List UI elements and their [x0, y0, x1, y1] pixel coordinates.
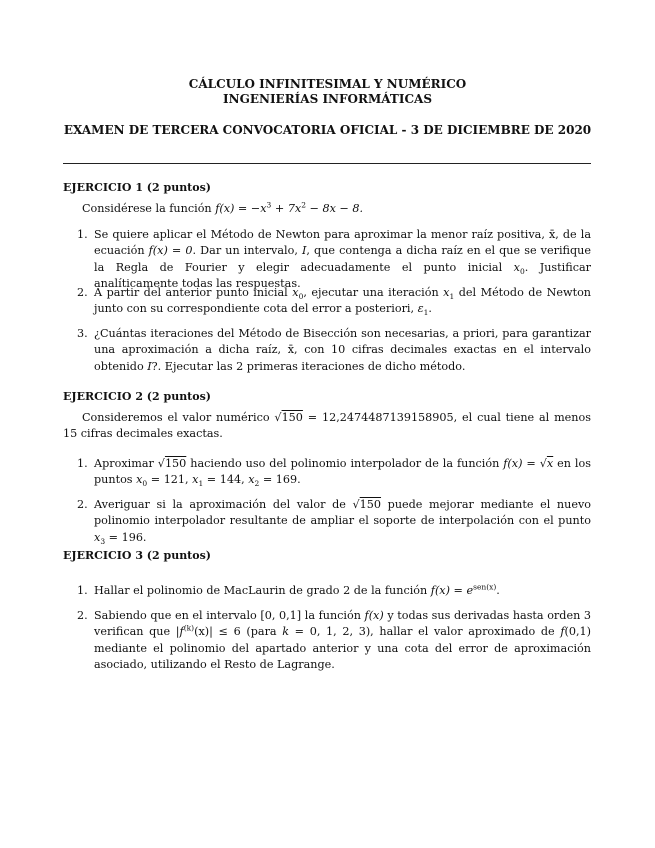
exercise-2-intro: Consideremos el valor numérico √150 = 12,2474487139158905, el cual tiene al menos 15 cifras decimales exactas. — [63, 411, 591, 441]
exercise-2-item-1: 1. Aproximar √150 haciendo uso del polinomio interpolador de la función f(x) = √x en los puntos $x_0 = 121$, $x_1 = 144$, $x_2 = 169$. — [77, 457, 591, 489]
exercise-3-item-2: 2. Sabiendo que en el intervalo [0, 0,1] la función f(x) y todas sus derivadas hasta orden 3 verifican que $|f^{(k)}(x)| \le 6$ (para k = 0, 1, 2, 3), hallar el valor aproximado de f(0,1) mediante el polinomio del apartado anterior y una cota del error de aproximación asociado, utilizando el Resto de Lagrange. — [77, 609, 592, 671]
degree-title: INGENIERÍAS INFORMÁTICAS — [223, 92, 432, 106]
exercise-1-intro: Considérese la función $f(x) = -x^3 + 7x^2 - 8x - 8$. — [82, 200, 364, 215]
exercise-3-title: EJERCICIO 3 (2 puntos) — [63, 549, 212, 562]
divider — [63, 163, 591, 164]
course-title: CÁLCULO INFINITESIMAL Y NUMÉRICO — [188, 77, 467, 91]
exercise-3-item-1: 1. Hallar el polinomio de MacLaurin de grado 2 de la función $f(x) = e^{sen(x)}$. — [77, 582, 500, 597]
exercise-2-item-2: 2. Averiguar si la aproximación del valor de √150 puede mejorar mediante el nuevo polinomio interpolador resultante de ampliar el soporte de interpolación con el punto $x_3 = 196$. — [77, 498, 591, 546]
exercise-2-title: EJERCICIO 2 (2 puntos) — [63, 390, 212, 403]
exercise-1-item-3: 3. ¿Cuántas iteraciones del Método de Bisección son necesarias, a priori, para garantizar una aproximación a dicha raíz, x̄, con 10 cifras decimales exactas en el intervalo obtenido I?. Ejecutar las 2 primeras iteraciones de dicho método. — [77, 327, 591, 373]
exam-title: EXAMEN DE TERCERA CONVOCATORIA OFICIAL - 3 DE DICIEMBRE DE 2020 — [63, 123, 592, 137]
exercise-1-item-2: 2. A partir del anterior punto inicial $x_0$, ejecutar una iteración $x_1$ del Método de Newton junto con su correspondiente cota del error a posteriori, $\varepsilon_1$. — [77, 286, 592, 318]
exercise-1-title: EJERCICIO 1 (2 puntos) — [63, 181, 212, 194]
exercise-1-item-1: 1. Se quiere aplicar el Método de Newton para aproximar la menor raíz positiva, x̄, de la ecuación f(x) = 0. Dar un intervalo, I, que contenga a dicha raíz en el que se verifique la Regla de Fourier y elegir adecuadamente el punto inicial $x_0$. Justificar analíticamente todas las respuestas. — [77, 228, 591, 290]
